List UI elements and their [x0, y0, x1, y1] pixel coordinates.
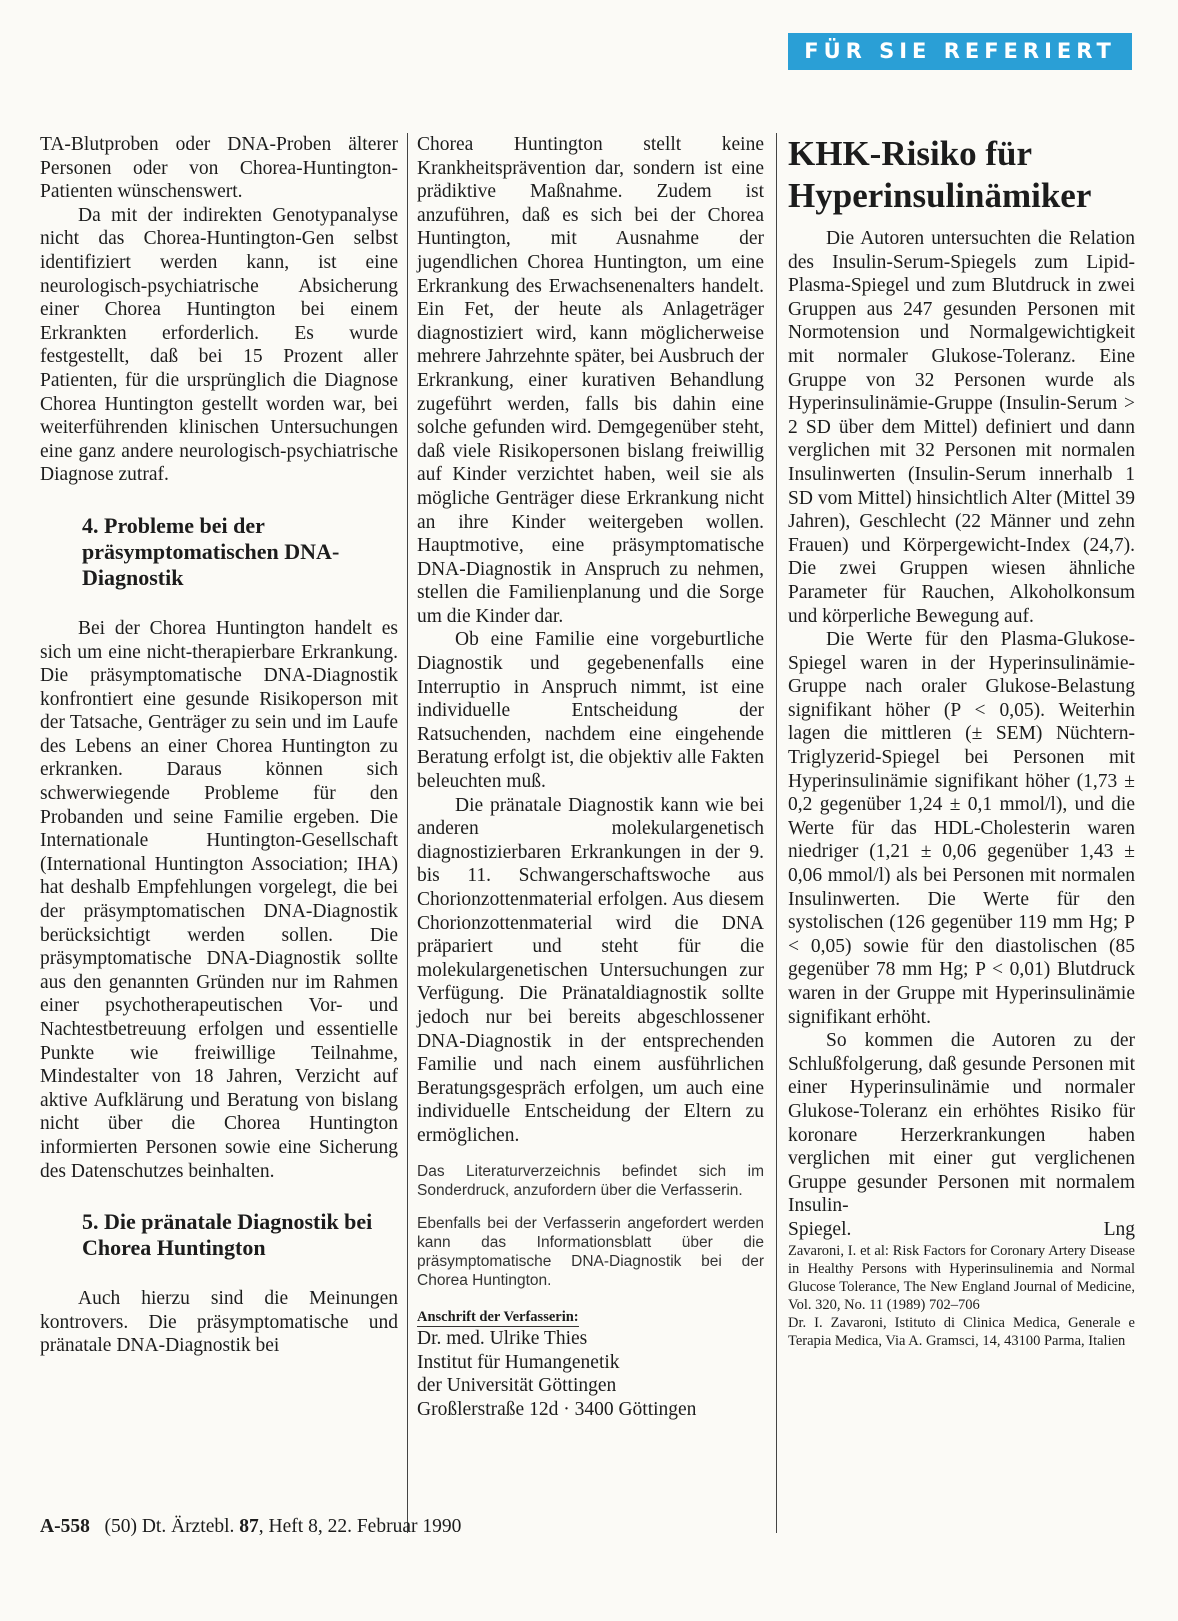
paragraph: Da mit der indirekten Genotypanalyse nicht das Chorea-Huntington-Gen selbst identifiziert werden kann, ist eine neurologisch-psychiatrische Absicherung einer Chorea Huntington bei einem Erkrankten erforderlich. Es wurde festgestellt, daß bei 15 Prozent aller Patienten, für die ursprünglich die Diagnose Chorea Huntington gestellt worden war, bei weiterführenden klinischen Untersuchungen eine ganz andere neurologisch-psychiatrische Diagnose zutraf. [40, 204, 398, 486]
info-sheet-note: Ebenfalls bei der Verfasserin angefordert werden kann das Informationsblatt über die präsymptomatische DNA-Diagnostik bei der Chorea Huntington. [417, 1214, 764, 1289]
address-line: Institut für Humangenetik [417, 1351, 620, 1373]
paragraph: Auch hierzu sind die Meinungen kontrovers. Die präsymptomatische und pränatale DNA-Diagnostik bei [40, 1288, 398, 1357]
paragraph: Ob eine Familie eine vorgeburtliche Diagnostik und gegebenenfalls eine Interruptio in Anspruch nimmt, ist eine individuelle Entscheidung der Ratsuchenden, nachdem eine eingehende Beratung erfolgt ist, die objektiv alle Fakten beleuchten muß. [417, 629, 764, 793]
paragraph: Die Werte für den Plasma-Glukose-Spiegel waren in der Hyperinsulinämie-Gruppe nach oraler Glukose-Belastung signifikant höher (P < 0,05). Weiterhin lagen die mittleren (± SEM) Nüchtern-Triglyzerid-Spiegel bei Personen mit Hyperinsulinämie signifikant höher (1,73 ± 0,2 gegenüber 1,24 ± 0,1 mmol/l), und die Werte für das HDL-Cholesterin waren niedriger (1,21 ± 0,06 gegenüber 1,43 ± 0,06 mmol/l) als bei Personen mit normalen Insulinwerten. Die Werte für den systolischen (126 gegenüber 119 mm Hg; P < 0,05) sowie für den diastolischen (85 gegenüber 78 mm Hg; P < 0,01) Blutdruck waren in der Gruppe mit Hyperinsulinämie signifikant erhöht. [788, 629, 1135, 1028]
closing-word: Spiegel. [788, 1218, 852, 1240]
page-footer [40, 1516, 461, 1538]
page-number: A-558 [40, 1516, 90, 1537]
column-divider [776, 133, 777, 1533]
address-line: der Universität Göttingen [417, 1375, 617, 1397]
reference-contact: Dr. I. Zavaroni, Istituto di Clinica Medica, Generale e Terapia Medica, Via A. Gramsci, 14, 43100 Parma, Italien [788, 1314, 1135, 1349]
column-divider [407, 133, 408, 1533]
address-line: Dr. med. Ulrike Thies [417, 1328, 588, 1350]
column-right [788, 133, 1135, 1350]
article-title: KHK-Risiko für Hyperinsulinämiker [788, 134, 1092, 215]
author-address [417, 1327, 764, 1421]
author-signature: Lng [1103, 1218, 1135, 1240]
paragraph: Die pränatale Diagnostik kann wie bei anderen molekulargenetisch diagnostizierbaren Erkrankungen in der 9. bis 11. Schwangerschaftswoche aus Chorionzottenmaterial erfolgen. Aus diesem Chorionzottenmaterial wird die DNA präpariert und steht für die molekulargenetischen Untersuchungen zur Verfügung. Die Pränataldiagnostik sollte jedoch nur bei bereits abgeschlossener DNA-Diagnostik in der entsprechenden Familie und nach einem ausführlichen Beratungsgespräch erfolgen, um auch eine individuelle Entscheidung der Eltern zu ermöglichen. [417, 794, 764, 1146]
paragraph: So kommen die Autoren zu der Schlußfolgerung, daß gesunde Personen mit einer Hyperinsulinämie und normaler Glukose-Toleranz ein erhöhtes Risiko für koronare Herzerkrankungen haben verglichen mit einer gut verglichenen Gruppe gesunder Personen mit normalem Insulin- [788, 1030, 1135, 1217]
column-left [40, 133, 398, 1358]
reference: Zavaroni, I. et al: Risk Factors for Coronary Artery Disease in Healthy Persons with Hyperinsulinemia and Normal Glucose Tolerance, The New England Journal of Medicine, Vol. 320, No. 11 (1989) 702–706 [788, 1242, 1135, 1313]
address-line: Großlerstraße 12d · 3400 Göttingen [417, 1398, 697, 1420]
paragraph: Bei der Chorea Huntington handelt es sich um eine nicht-therapierbare Erkrankung. Die präsymptomatische DNA-Diagnostik konfrontiert eine gesunde Risikoperson mit der Tatsache, Genträger zu sein und im Laufe des Lebens an einer Chorea Huntington zu erkranken. Daraus können sich schwerwiegende Probleme für den Probanden und seine Familie ergeben. Die Internationale Huntington-Gesellschaft (International Huntington Association; IHA) hat deshalb Empfehlungen vorgelegt, die bei der präsymptomatischen DNA-Diagnostik berücksichtigt werden sollen. Die präsymptomatische DNA-Diagnostik sollte aus den genannten Gründen nur im Rahmen einer psychotherapeutischen Vor- und Nachtestbetreuung erfolgen und essentielle Punkte wie freiwillige Teilnahme, Mindestalter von 18 Jahren, Verzicht auf aktive Aufklärung und Beratung von bislang nicht über die Chorea Huntington informierten Personen sowie eine Sicherung des Datenschutzes beinhalten. [40, 617, 398, 1182]
paragraph: Die Autoren untersuchten die Relation des Insulin-Serum-Spiegels zum Lipid-Plasma-Spiegel und zum Blutdruck in zwei Gruppen aus 247 gesunden Personen mit Normotension und Normalgewichtigkeit mit normaler Glukose-Toleranz. Eine Gruppe von 32 Personen wurde als Hyperinsulinämie-Gruppe (Insulin-Serum > 2 SD über dem Mittel) definiert und dann verglichen mit 32 Personen mit normalen Insulinwerten (Insulin-Serum innerhalb 1 SD vom Mittel) hinsichtlich Alter (Mittel 39 Jahren), Geschlecht (22 Männer und zehn Frauen) und Körpergewicht-Index (24,7). Die zwei Gruppen wiesen ähnliche Parameter für Rauchen, Alkoholkonsum und körperliche Bewegung auf. [788, 228, 1135, 627]
volume-number: 87 [239, 1516, 259, 1537]
issue-date: , Heft 8, 22. Februar 1990 [258, 1516, 462, 1537]
closing-line [788, 1218, 1135, 1242]
paragraph: Chorea Huntington stellt keine Krankheitsprävention dar, sondern ist eine prädiktive Maßnahme. Zudem ist anzuführen, daß es sich bei der Chorea Huntington, mit Ausnahme der jugendlichen Chorea Huntington, um eine Erkrankung des Erwachsenenalters handelt. Ein Fet, der heute als Anlageträger diagnostiziert wird, kann möglicherweise mehrere Jahrzehnte später, bei Ausbruch der Erkrankung, einer kurativen Behandlung zugeführt werden, falls bis dahin eine solche gefunden wird. Demgegenüber steht, daß viele Risikopersonen bislang freiwillig auf Kinder verzichtet haben, weil sie als mögliche Genträger diese Erkrankung nicht an ihre Kinder weitergeben wollen. Hauptmotive, eine präsymptomatische DNA-Diagnostik in Anspruch zu nehmen, stellen die Familienplanung und die Sorge um die Kinder dar. [417, 134, 764, 627]
column-middle [417, 133, 764, 1422]
literature-note: Das Literaturverzeichnis befindet sich im Sonderdruck, anzufordern über die Verfasserin. [417, 1162, 764, 1199]
section-heading-4: 4. Probleme bei der präsymptomatischen DNA-Diagnostik [82, 512, 340, 590]
address-heading: Anschrift der Verfasserin: [417, 1308, 579, 1325]
section-heading-5: 5. Die pränatale Diagnostik bei Chorea Huntington [82, 1209, 373, 1261]
paragraph: TA-Blutproben oder DNA-Proben älterer Personen oder von Chorea-Huntington-Patienten wünschenswert. [40, 134, 398, 203]
journal-citation: (50) Dt. Ärztebl. [104, 1516, 235, 1537]
section-badge: FÜR SIE REFERIERT [788, 33, 1132, 70]
